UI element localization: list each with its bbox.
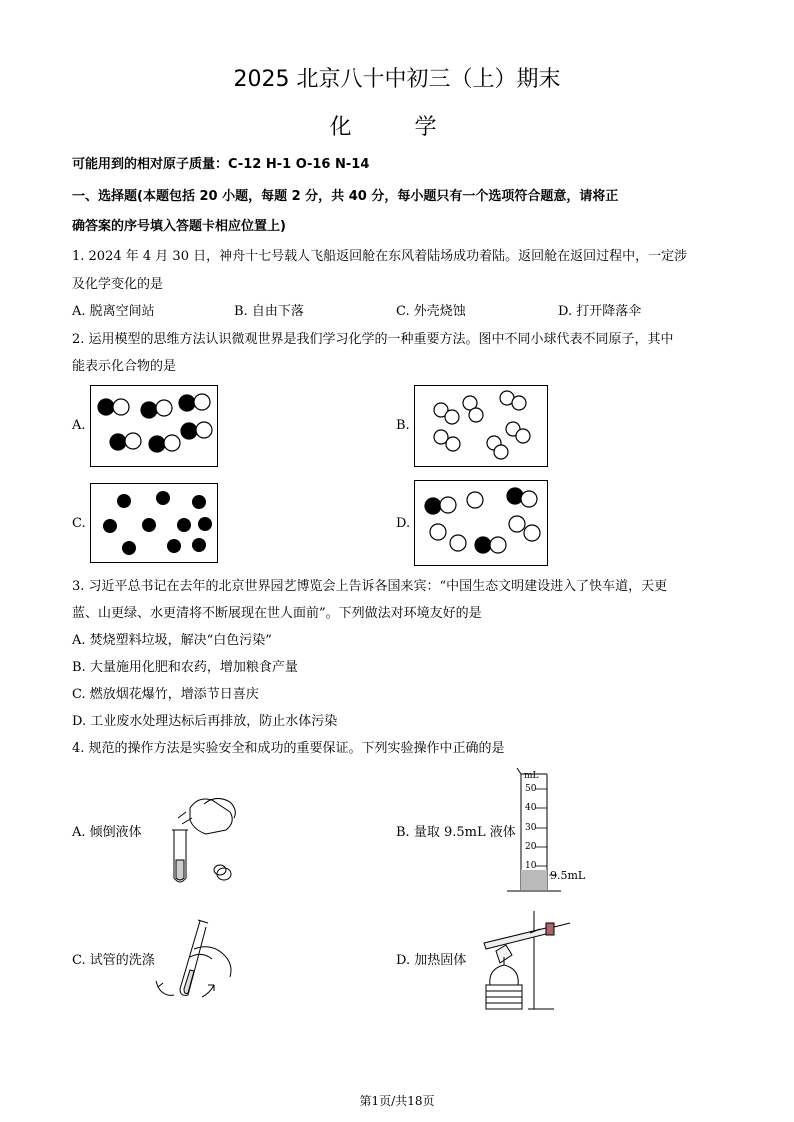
q3-stem-cont: 蓝、山更绿、水更清将不断展现在世人面前”。下列做法对环境友好的是: [72, 606, 482, 621]
q1-stem-cont: 及化学变化的是: [72, 277, 164, 292]
q2-stem-cont: 能表示化合物的是: [72, 359, 177, 374]
q4-option-d: D. 加热固体: [396, 953, 467, 968]
page-title: 2025 北京八十中初三（上）期末: [233, 67, 561, 92]
q3-option-b: B. 大量施用化肥和农药，增加粮食产量: [72, 660, 298, 675]
heating-solid-illustration: [470, 905, 580, 1015]
q4-option-b: B. 量取 9.5mL 液体: [396, 825, 516, 840]
q1-stem: 1. 2024 年 4 月 30 日，神舟十七号载人飞船返回舱在东风着陆场成功着陆。返回舱在返回过程中，一定涉: [72, 249, 688, 264]
cylinder-tick-50: 50: [525, 784, 537, 794]
q4-option-a: A. 倾倒液体: [72, 825, 142, 840]
q2-label-a: A.: [72, 418, 86, 433]
cylinder-tick-40: 40: [525, 803, 537, 813]
q4-stem: 4. 规范的操作方法是实验安全和成功的重要保证。下列实验操作中正确的是: [72, 741, 505, 756]
q2-model-a: [90, 385, 218, 467]
cylinder-reading: 9.5mL: [550, 869, 586, 882]
section1-heading-cont: 确答案的序号填入答题卡相应位置上): [72, 219, 286, 234]
q2-model-a-molecules: [91, 386, 216, 465]
q2-model-c: [90, 483, 218, 563]
q1-option-a: A. 脱离空间站: [72, 304, 155, 319]
q1-option-c: C. 外壳烧蚀: [396, 304, 466, 319]
subject-title: 化 学: [329, 115, 465, 140]
q2-model-d-particles: [415, 481, 546, 564]
q2-model-b-molecules: [415, 386, 546, 465]
q2-model-b: [414, 385, 548, 467]
q4-option-c: C. 试管的洗涤: [72, 953, 155, 968]
section1-heading: 一、选择题(本题包括 20 小题，每题 2 分，共 40 分，每小题只有一个选项符合题意，请将正: [72, 189, 619, 204]
q3-option-d: D. 工业废水处理达标后再排放，防止水体污染: [72, 714, 338, 729]
q2-label-c: C.: [72, 516, 86, 531]
q2-label-d: D.: [396, 516, 411, 531]
test-tube-washing-illustration: [150, 915, 240, 1005]
q2-model-c-atoms: [91, 484, 216, 561]
q3-stem: 3. 习近平总书记在去年的北京世界园艺博览会上告诉各国来宾：“中国生态文明建设进入了快车道，天更: [72, 579, 668, 594]
cylinder-tick-20: 20: [525, 842, 537, 852]
q2-label-b: B.: [396, 418, 410, 433]
q1-option-b: B. 自由下落: [234, 304, 304, 319]
atomic-mass-line: 可能用到的相对原子质量：C-12 H-1 O-16 N-14: [72, 157, 370, 172]
cylinder-unit: mL: [524, 771, 539, 781]
page-footer: 第1页/共18页: [359, 1094, 435, 1108]
cylinder-tick-10: 10: [525, 861, 537, 871]
q3-option-c: C. 燃放烟花爆竹，增添节日喜庆: [72, 687, 259, 702]
cylinder-tick-30: 30: [525, 823, 537, 833]
q1-option-d: D. 打开降落伞: [558, 304, 642, 319]
q2-stem: 2. 运用模型的思维方法认识微观世界是我们学习化学的一种重要方法。图中不同小球代表不同原子，其中: [72, 332, 674, 347]
q3-option-a: A. 焚烧塑料垃圾，解决“白色污染”: [72, 633, 272, 648]
pour-liquid-illustration: [160, 790, 245, 890]
q2-model-d: [414, 480, 548, 566]
